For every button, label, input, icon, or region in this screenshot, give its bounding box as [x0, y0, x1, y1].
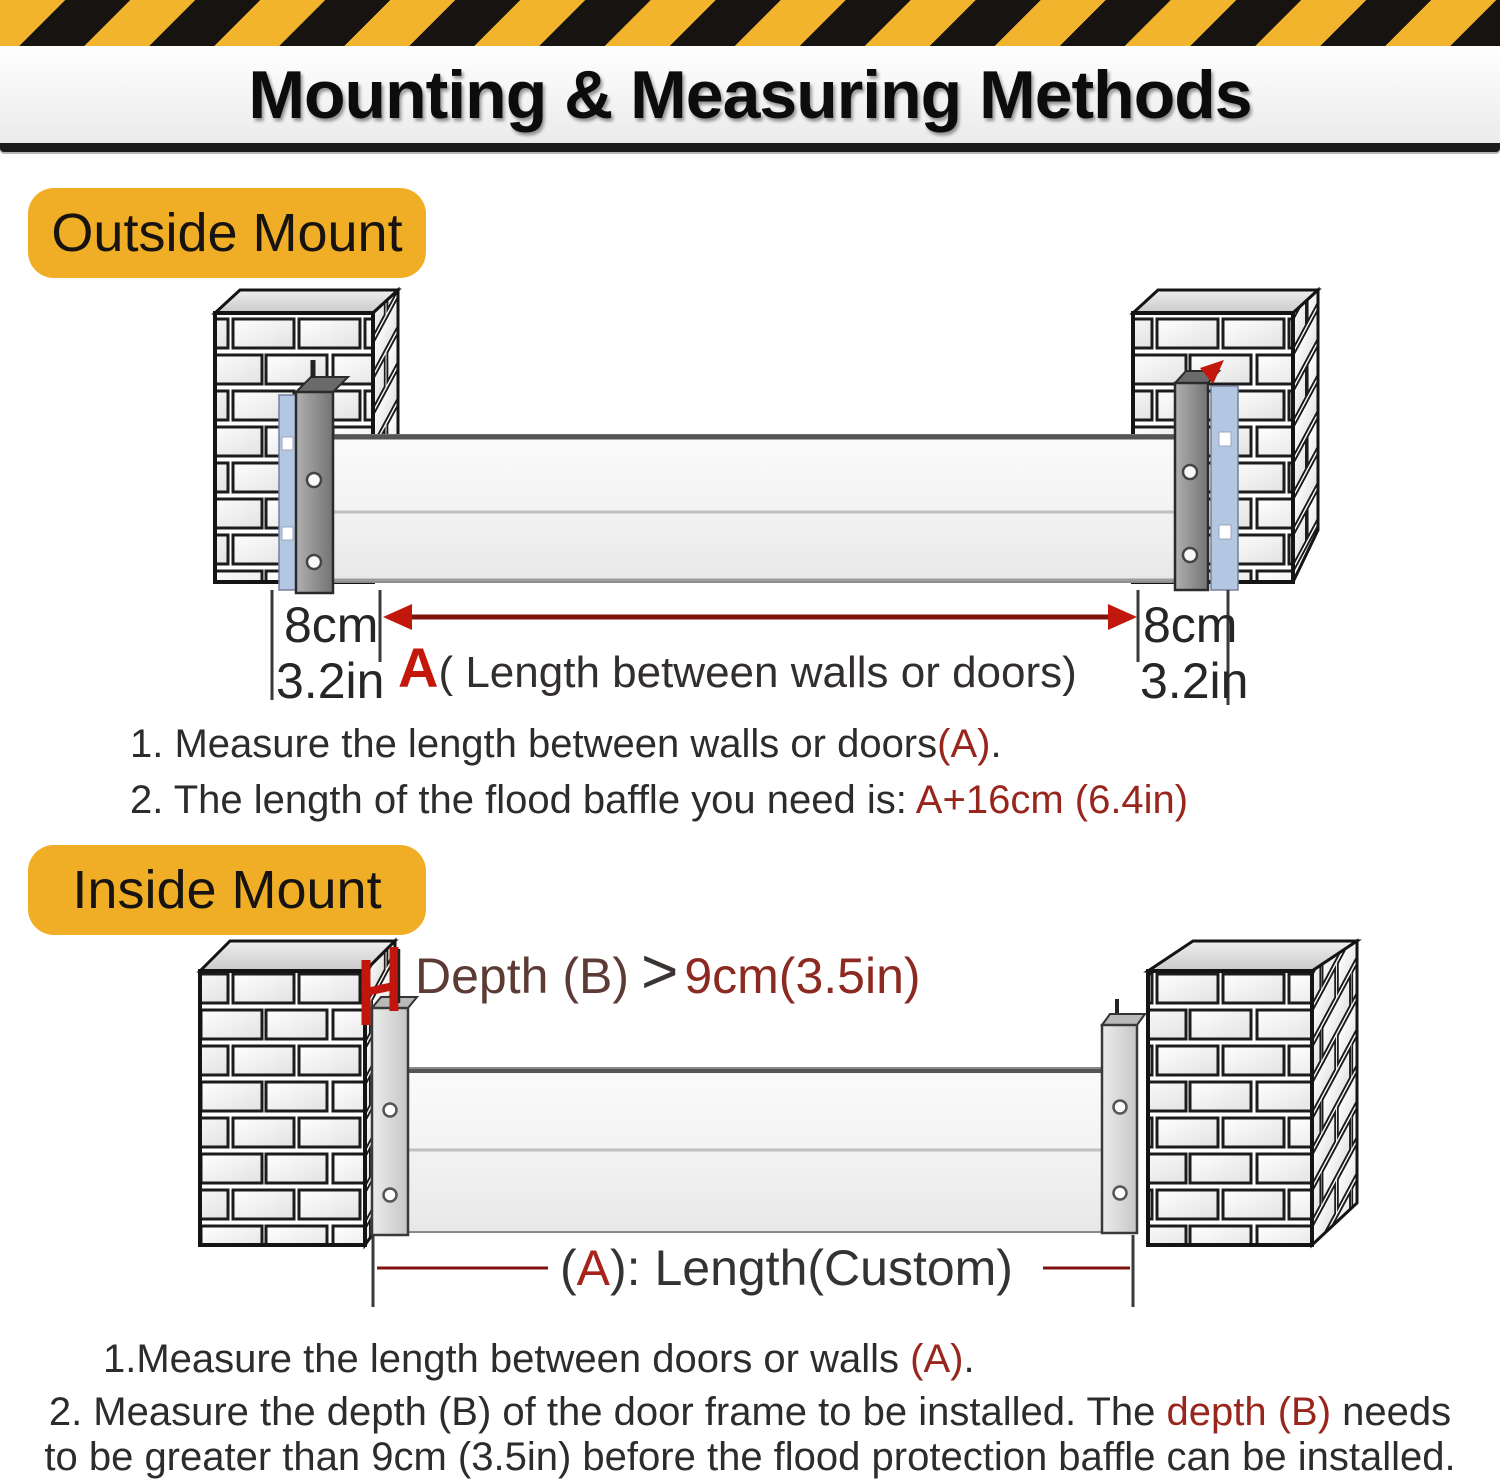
hazard-stripes-top — [0, 0, 1500, 46]
left-offset-cm-label: 8cm — [284, 597, 379, 653]
length-label-text: ): Length(Custom) — [610, 1240, 1013, 1296]
arrow-head-right-icon — [1108, 604, 1137, 630]
banner-divider — [0, 143, 1500, 152]
span-letter-a: A — [398, 636, 439, 699]
right-offset-in-label: 3.2in — [1140, 653, 1249, 709]
screw-hole — [1114, 1187, 1127, 1200]
length-letter-a: A — [576, 1240, 611, 1296]
step-text: 1. Measure the length between walls or doors — [130, 722, 938, 766]
depth-label: Depth (B) — [415, 948, 629, 1004]
span-length-label — [398, 636, 1077, 699]
screw-hole — [307, 473, 321, 487]
step-highlight: (A) — [910, 1337, 964, 1381]
left-blue-seal-strip — [279, 395, 296, 590]
outside-measurements — [272, 590, 1248, 709]
outside-mount-steps — [130, 716, 1188, 828]
right-offset-cm-label: 8cm — [1143, 597, 1238, 653]
length-annotation — [560, 1240, 1013, 1296]
outside-right-bracket — [1175, 360, 1238, 590]
depth-annotation — [415, 935, 921, 1007]
inside-step-2 — [0, 1390, 1500, 1480]
left-offset-in-label: 3.2in — [276, 653, 385, 709]
step-text: to be greater than 9cm (3.5in) before the flood protection baffle can be installed. — [44, 1435, 1456, 1479]
length-open-paren: ( — [560, 1240, 577, 1296]
outside-step-1 — [130, 716, 1188, 772]
step-text: 2. Measure the depth (B) of the door frame to be installed. The — [48, 1390, 1167, 1434]
screw-hole — [307, 555, 321, 569]
screw-hole — [384, 1189, 397, 1202]
step-highlight: (A) — [937, 722, 991, 766]
page-title: Mounting & Measuring Methods — [248, 56, 1252, 133]
greater-than-symbol: > — [640, 935, 679, 1007]
right-blue-seal-strip — [1211, 386, 1238, 590]
step-text: needs — [1331, 1390, 1452, 1434]
title-band — [0, 46, 1500, 143]
inside-step-1 — [103, 1337, 975, 1382]
step-text: . — [963, 1337, 975, 1381]
screw-hole — [384, 1104, 397, 1117]
inside-mount-badge — [28, 845, 426, 935]
step-text: 1.Measure the length between doors or walls — [103, 1337, 911, 1381]
depth-value: 9cm(3.5in) — [684, 948, 921, 1004]
step-highlight: depth (B) — [1166, 1390, 1332, 1434]
inside-right-pillar — [1148, 941, 1357, 1245]
screw-hole — [1183, 465, 1197, 479]
inside-right-channel — [1102, 999, 1145, 1233]
outside-step-2 — [130, 772, 1188, 828]
inside-measurements — [373, 1235, 1133, 1307]
outside-mount-diagram — [0, 280, 1500, 710]
screw-hole — [1114, 1101, 1127, 1114]
outside-mount-badge — [28, 188, 426, 278]
step-text: 2. The length of the flood baffle you need is: — [130, 778, 916, 822]
step-text: . — [990, 722, 1002, 766]
inside-mount-badge-label: Inside Mount — [72, 860, 382, 920]
screw-hole — [1183, 548, 1197, 562]
right-mounting-channel — [1102, 1025, 1137, 1233]
flood-barrier-outside — [333, 435, 1175, 582]
step-highlight: A+16cm (6.4in) — [915, 778, 1189, 822]
flood-barrier-inside — [408, 1068, 1102, 1232]
outside-mount-badge-label: Outside Mount — [51, 203, 403, 263]
inside-mount-diagram — [0, 935, 1500, 1315]
span-label-text: ( Length between walls or doors) — [438, 648, 1077, 697]
arrow-head-left-icon — [383, 604, 412, 630]
